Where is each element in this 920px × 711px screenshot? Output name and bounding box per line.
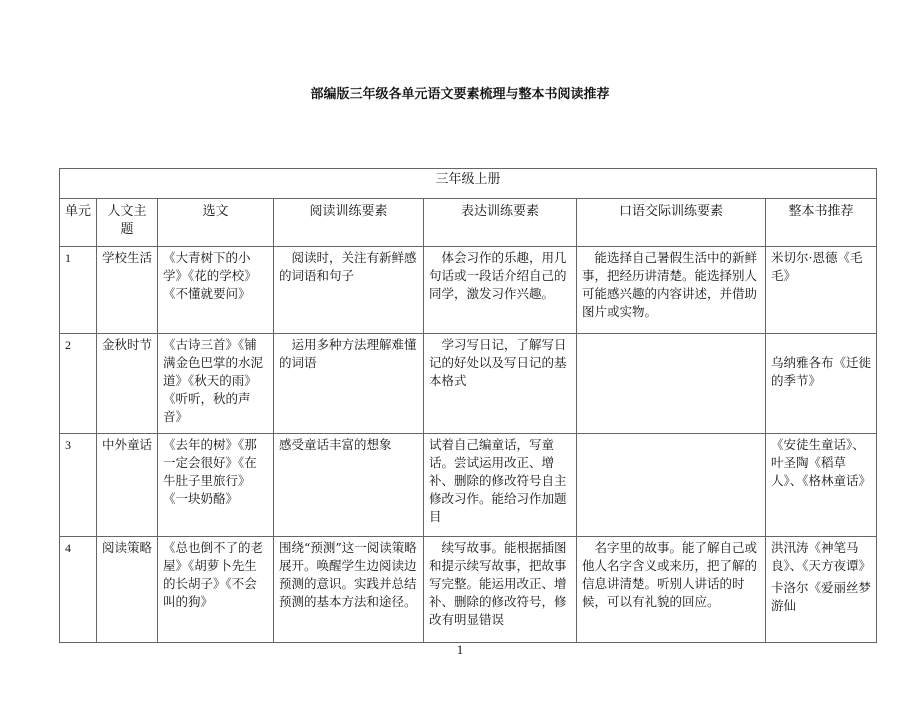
cell-unit: 3 [60, 434, 97, 537]
curriculum-table [59, 168, 877, 643]
cell-reading: 围绕“预测”这一阅读策略展开。唤醒学生边阅读边预测的意识。实践并总结预测的基本方法和途径。 [274, 537, 424, 643]
cell-oral: 能选择自己暑假生活中的新鲜事，把经历讲清楚。能选择别人可能感兴趣的内容讲述，并借助图片或实物。 [577, 247, 766, 334]
table-row [60, 247, 877, 334]
table-row [60, 537, 877, 643]
cell-texts: 《大青树下的小学》《花的学校》《不懂就要问》 [158, 247, 274, 334]
col-header-oral: 口语交际训练要素 [577, 199, 766, 247]
cell-oral [577, 334, 766, 434]
col-header-expression: 表达训练要素 [424, 199, 577, 247]
page-number: 1 [456, 642, 464, 657]
cell-theme: 阅读策略 [97, 537, 158, 643]
header-row [60, 199, 877, 247]
cell-books [766, 434, 877, 537]
col-header-books: 整本书推荐 [766, 199, 877, 247]
cell-theme: 金秋时节 [97, 334, 158, 434]
cell-expression: 学习写日记，了解写日记的好处以及写日记的基本格式 [424, 334, 577, 434]
cell-unit: 2 [60, 334, 97, 434]
cell-theme: 学校生活 [97, 247, 158, 334]
cell-reading: 感受童话丰富的想象 [274, 434, 424, 537]
col-header-theme: 人文主题 [97, 199, 158, 247]
cell-books [766, 537, 877, 643]
cell-texts: 《去年的树》《那一定会很好》《在牛肚子里旅行》《一块奶酪》 [158, 434, 274, 537]
table-row [60, 334, 877, 434]
cell-oral [577, 434, 766, 537]
cell-theme: 中外童话 [97, 434, 158, 537]
cell-books [766, 334, 877, 434]
book-list: 洪汛涛《神笔马良》、《天方夜谭》 [771, 540, 872, 573]
book-list: 《安徒生童话》、叶圣陶《稻草人》、《格林童话》 [771, 437, 872, 488]
volume-header: 三年级上册 [60, 169, 877, 199]
cell-reading: 阅读时，关注有新鲜感的词语和句子 [274, 247, 424, 334]
cell-expression: 体会习作的乐趣，用几句话或一段话介绍自己的同学，激发习作兴趣。 [424, 247, 577, 334]
document-title: 部编版三年级各单元语文要素梳理与整本书阅读推荐 [310, 87, 610, 102]
cell-expression: 续写故事。能根据插图和提示续写故事，把故事写完整。能运用改正、增补、删除的修改符号，修改有明显错误 [424, 537, 577, 643]
table-row [60, 434, 877, 537]
cell-books [766, 247, 877, 334]
cell-reading: 运用多种方法理解难懂的词语 [274, 334, 424, 434]
col-header-reading: 阅读训练要素 [274, 199, 424, 247]
col-header-unit: 单元 [60, 199, 97, 247]
book-list: 米切尔·恩德《毛毛》 [771, 250, 863, 283]
cell-oral: 名字里的故事。能了解自己或他人名字含义或来历，把了解的信息讲清楚。听别人讲话的时候，可以有礼貌的回应。 [577, 537, 766, 643]
cell-unit: 1 [60, 247, 97, 334]
cell-unit: 4 [60, 537, 97, 643]
cell-expression: 试着自己编童话，写童话。尝试运用改正、增补、删除的修改符号自主修改习作。能给习作加题目 [424, 434, 577, 537]
book-list-continued: 卡洛尔《爱丽丝梦游仙 [771, 580, 872, 613]
cell-texts: 《古诗三首》《铺满金色巴掌的水泥道》《秋天的雨》《听听，秋的声音》 [158, 334, 274, 434]
col-header-texts: 选文 [158, 199, 274, 247]
cell-texts: 《总也倒不了的老屋》《胡萝卜先生的长胡子》《不会叫的狗》 [158, 537, 274, 643]
book-list: 乌纳雅各布《迁徙的季节》 [771, 355, 872, 388]
